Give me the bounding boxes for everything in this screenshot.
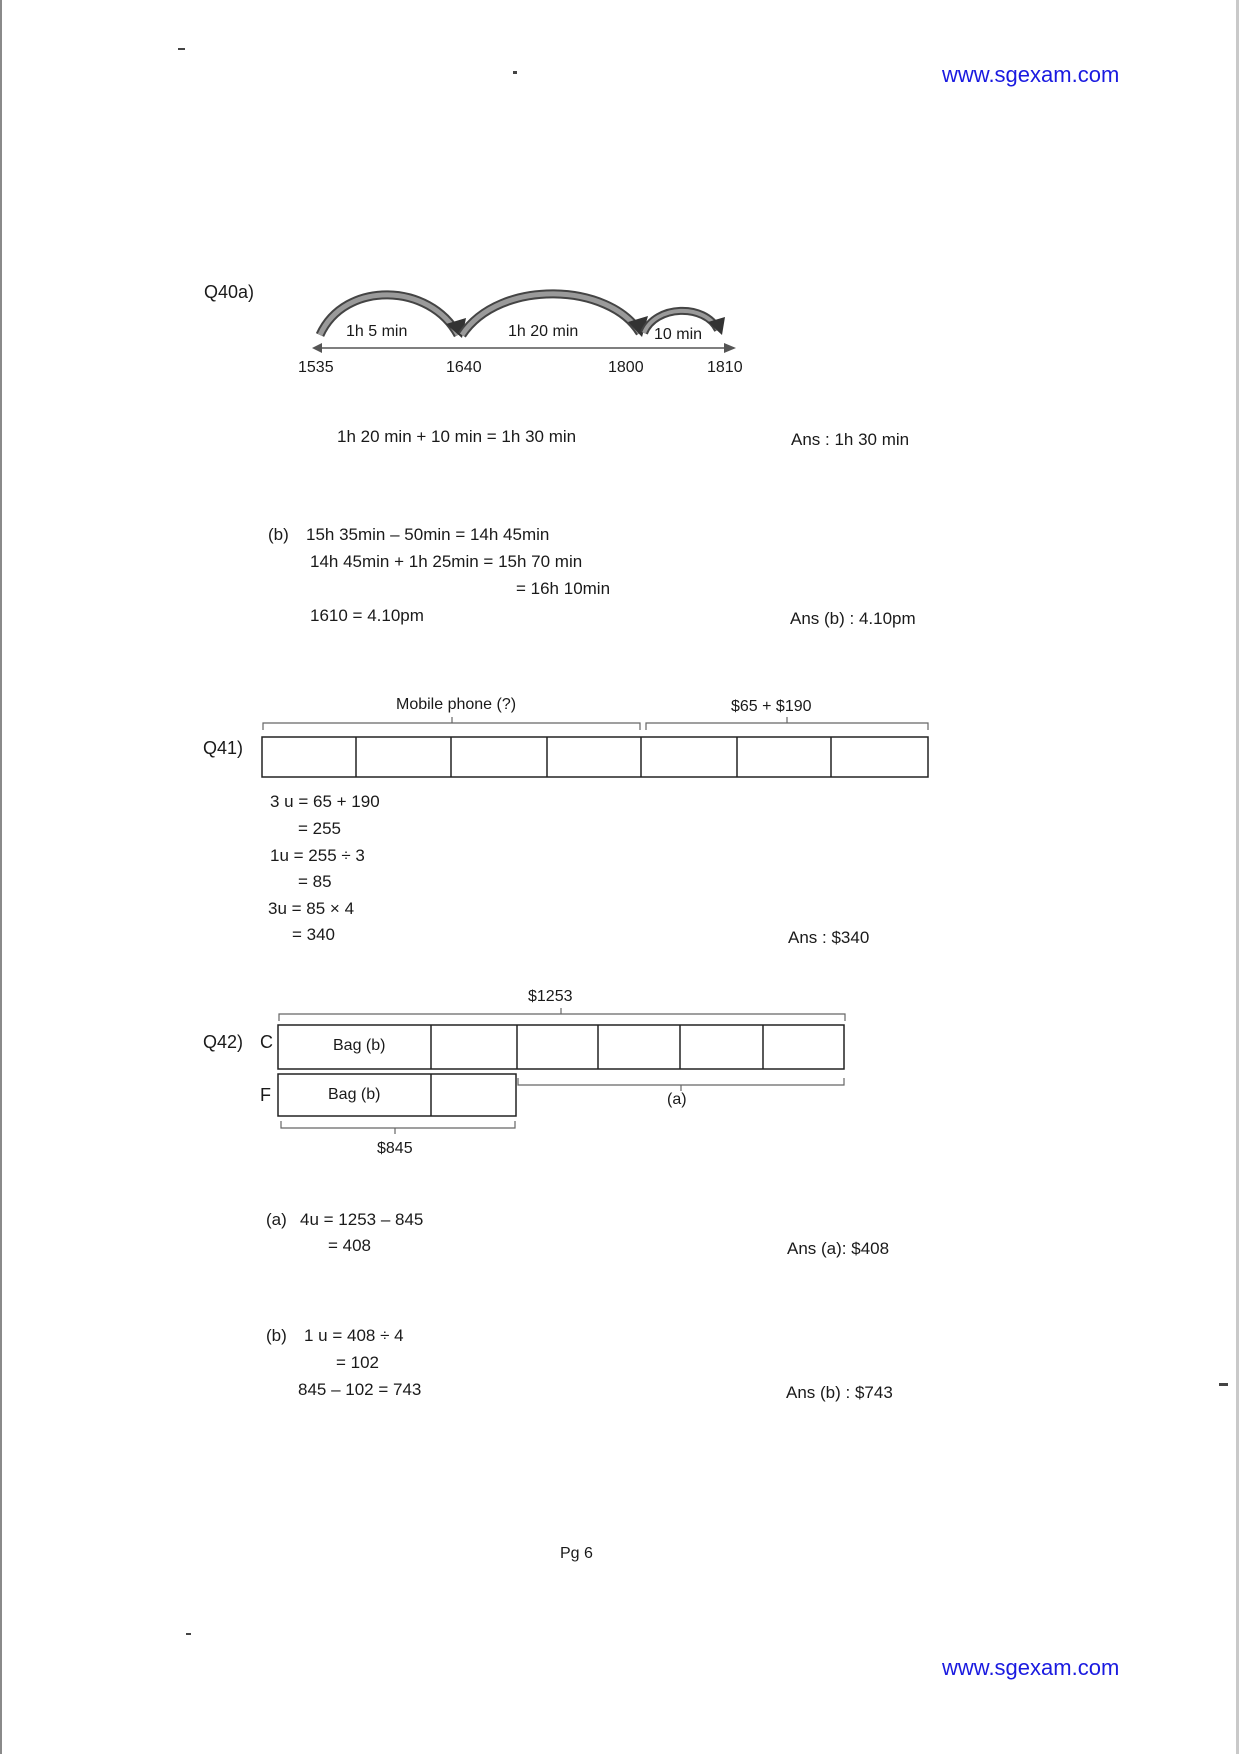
- q42-brace-top: [279, 1014, 845, 1021]
- q42a-answer: Ans (a): $408: [787, 1239, 890, 1258]
- q42b-prefix: (b): [266, 1326, 287, 1345]
- q40b-line-4: 1610 = 4.10pm: [310, 606, 424, 625]
- q41-line-6: = 340: [292, 925, 336, 944]
- jump-label-2: 1h 20 min: [508, 323, 579, 340]
- tick-label-1800: 1800: [608, 359, 644, 376]
- header-link[interactable]: www.sgexam.com: [942, 62, 1120, 87]
- q41-line-2: = 255: [298, 819, 342, 838]
- page-number: Pg 6: [560, 1545, 593, 1562]
- q42-brace-a: [518, 1078, 844, 1085]
- q42b-answer: Ans (b) : $743: [786, 1383, 893, 1402]
- q42a-line-2: = 408: [328, 1236, 372, 1255]
- q41-brace-label-mobile-phone: Mobile phone (?): [396, 696, 517, 713]
- q42-row-label-c: C: [260, 1032, 273, 1052]
- q40a-working: 1h 20 min + 10 min = 1h 30 min: [337, 427, 577, 446]
- q42-bar-c-bag-label: Bag (b): [333, 1037, 386, 1054]
- q41-line-1: 3 u = 65 + 190: [270, 792, 380, 811]
- q42a-line-1: 4u = 1253 – 845: [300, 1210, 424, 1229]
- q42b-line-2: = 102: [336, 1353, 380, 1372]
- q40-label: Q40a): [204, 282, 255, 302]
- tick-label-1810: 1810: [707, 359, 743, 376]
- q40a-answer: Ans : 1h 30 min: [791, 430, 910, 449]
- jump-label-3: 10 min: [654, 326, 703, 343]
- q40b-line-2: 14h 45min + 1h 25min = 15h 70 min: [310, 552, 583, 571]
- q41-line-3: 1u = 255 ÷ 3: [270, 846, 365, 865]
- footer-link[interactable]: www.sgexam.com: [942, 1655, 1120, 1680]
- jump-label-1: 1h 5 min: [346, 323, 408, 340]
- q41-line-5: 3u = 85 × 4: [268, 899, 355, 918]
- q42a-prefix: (a): [266, 1210, 287, 1229]
- q42-bar-f-bag-label: Bag (b): [328, 1086, 381, 1103]
- q42b-line-3: 845 – 102 = 743: [298, 1380, 422, 1399]
- q42-brace-bottom: [281, 1121, 515, 1128]
- q42-brace-label-845: $845: [377, 1140, 413, 1157]
- q42b-line-1: 1 u = 408 ÷ 4: [304, 1326, 404, 1345]
- q42-label: Q42): [203, 1032, 244, 1052]
- q41-label: Q41): [203, 738, 244, 758]
- q40b-line-3: = 16h 10min: [516, 579, 611, 598]
- q42-row-label-f: F: [260, 1085, 271, 1105]
- q40b-line-1: 15h 35min – 50min = 14h 45min: [306, 525, 550, 544]
- tick-label-1640: 1640: [446, 359, 482, 376]
- q42-brace-label-total: $1253: [528, 988, 573, 1005]
- q41-line-4: = 85: [298, 872, 332, 891]
- q41-brace-label-right: $65 + $190: [731, 698, 812, 715]
- q41-answer: Ans : $340: [788, 928, 870, 947]
- q42-bar-f: [278, 1074, 516, 1116]
- q42-brace-label-a: (a): [667, 1091, 687, 1108]
- tick-label-1535: 1535: [298, 359, 334, 376]
- q40b-answer: Ans (b) : 4.10pm: [790, 609, 916, 628]
- q40b-prefix: (b): [268, 525, 289, 544]
